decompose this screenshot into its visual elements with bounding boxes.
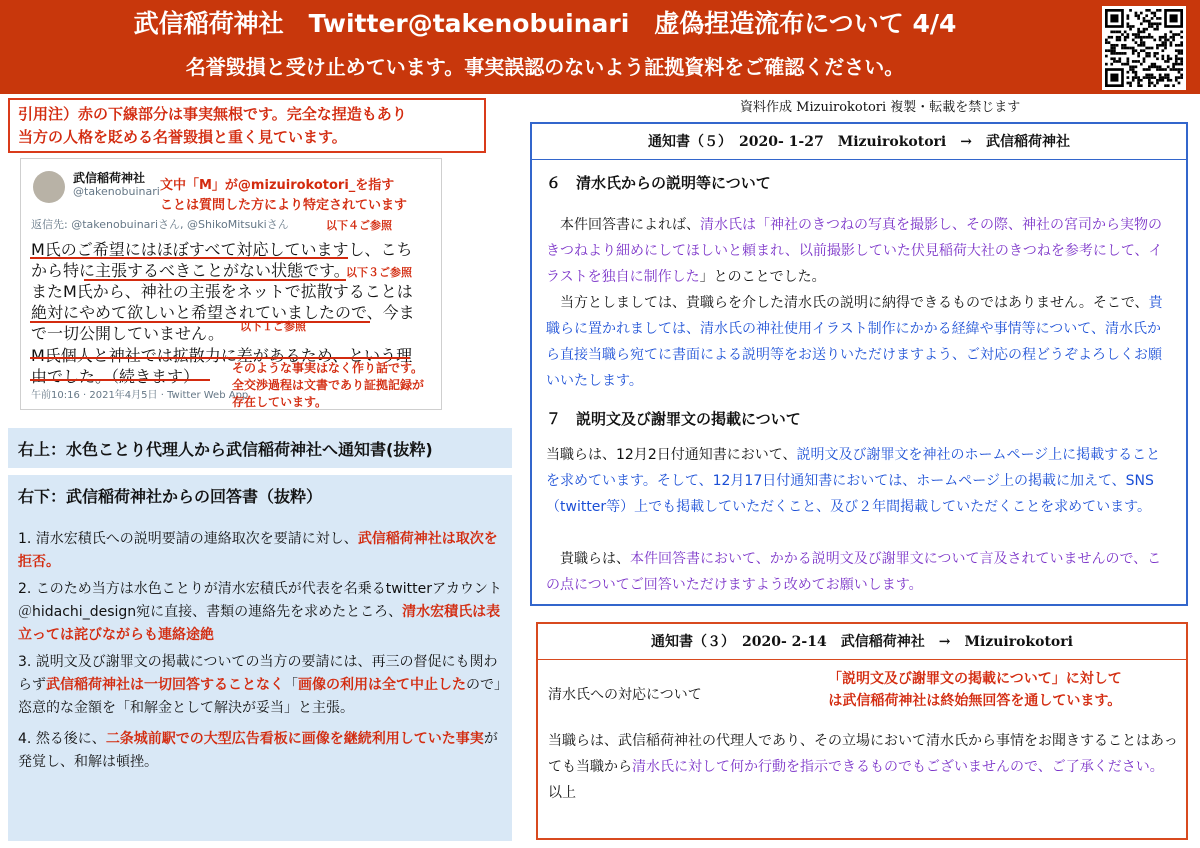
annotation-line: 全交渉過程は文書であり証拠記録が [232, 378, 425, 392]
list-item [18, 528, 502, 574]
text: 以上 [548, 759, 1171, 801]
tweet-line: から特に主張するべきことがない状態です。 [31, 261, 350, 280]
identification-annotation [160, 176, 407, 216]
list-item [18, 728, 502, 774]
tweet-author-handle: @takenobuinari [73, 185, 160, 198]
annotation-line: そのような事実はなく作り話です。 [232, 361, 424, 375]
list-text: が発覚し、和解は頓挫。 [18, 731, 498, 770]
section-7-heading: ７ 説明文及び謝罪文の掲載について [546, 410, 801, 428]
tweet-reply-to: 返信先: @takenobuinariさん, @ShikoMitsukiさん [31, 218, 289, 231]
list-item [18, 578, 502, 647]
notice-5-box [530, 122, 1188, 606]
tweet-timestamp: 午前10:16 · 2021年4月5日 · Twitter Web App [31, 390, 249, 401]
annotation-line: 存在しています。 [232, 395, 328, 409]
list-highlight: 清水宏積氏は表立っては詫びながらも連絡途絶 [18, 604, 501, 643]
text: 本件回答書によれば、 [560, 217, 700, 233]
highlight-text: 説明文及び謝罪文を神社のホームページ上に掲載することを求めています。そして、12月17日付通知書においては、ホームページ上の掲載に加えて、SNS（twitter等）上でも掲載していただくこと、及び２年間掲載していただくことを求めています。 [546, 447, 1161, 515]
tweet-line: 由でした。（続きます） [31, 367, 200, 386]
page-subtitle: 名誉毀損と受け止めています。事実誤認のないよう証拠資料をご確認ください。 [185, 55, 905, 79]
text: 当方としましては、貴職らを介した清水氏の説明に納得できるものではありません。そこで、 [560, 295, 1149, 311]
paragraph [546, 546, 1174, 598]
list-text: 「 [284, 677, 298, 693]
fabrication-annotation [232, 360, 424, 411]
underline-mark [30, 379, 210, 381]
tweet-line: M氏個人と神社では拡散力に差があるため、という理 [31, 346, 413, 365]
tweet-line: で一切公開していません。 [31, 324, 224, 343]
tweet-line: M氏のご希望にはほぼすべて対応していますし、こち [31, 240, 413, 259]
highlight-text: 清水氏に対して何か行動を指示できるものでもございませんので、ご了承ください。 [632, 759, 1157, 775]
text: 当職らは、12月2日付通知書において、 [546, 447, 797, 463]
annotation-line: は武信稲荷神社は終始無回答を通しています。 [828, 693, 1122, 709]
response-summary-title: 右下：武信稲荷神社からの回答書（抜粋） [18, 487, 323, 506]
list-highlight: 武信稲荷神社は取次を拒否。 [18, 531, 498, 570]
notice-5-heading: 通知書（５） 2020- 1-27 Mizuirokotori → 武信稲荷神社 [532, 124, 1186, 160]
tweet-line: 絶対にやめて欲しいと希望されていましたので、今ま [31, 303, 415, 322]
no-response-annotation [828, 668, 1122, 712]
list-number: 3. [18, 654, 32, 670]
text: 」とのことでした。 [699, 269, 826, 285]
annotation-line: 「説明文及び謝罪文の掲載について」に対して [828, 671, 1122, 687]
avatar [33, 171, 65, 203]
ref4-annotation: 以下４ご参照 [326, 219, 392, 232]
tweet-line: またM氏から、神社の主張をネットで拡散することは [31, 282, 413, 301]
notice-3-section: 清水氏への対応について [548, 687, 702, 703]
underline-mark [30, 357, 410, 359]
underline-mark [30, 321, 370, 323]
highlight-text: 貴職らに置かれましては、清水氏の神社使用イラスト制作にかかる経緯や事情等について、清水氏から直接当職ら宛てに書面による説明等をお送りいただけますよう、ご対応の程どうぞよろしくお願いいたします。 [546, 295, 1163, 389]
annotation-line: 文中「M」が@mizuirokotori_を指す [160, 178, 395, 193]
qr-code-icon[interactable] [1102, 6, 1186, 90]
list-text: ので」恣意的な金額を「和解金として解決が妥当」と主張。 [18, 677, 501, 716]
ref3-annotation: 以下３ご参照 [346, 266, 412, 279]
page-title: 武信稲荷神社 Twitter@takenobuinari 虚偽捏造流布について 4/4 [133, 9, 957, 38]
list-number: 2. [18, 581, 32, 597]
list-highlight: 画像の利用は全て中止した [298, 677, 466, 693]
ref1-annotation: 以下１ご参照 [240, 320, 306, 333]
list-text: 然る後に、 [35, 731, 106, 747]
credit-line: 資料作成 Mizuirokotori 複製・転載を禁じます [740, 100, 1021, 115]
citation-note-line-2: 当方の人格を貶める名誉毀損と重く見ています。 [18, 128, 347, 146]
paragraph [546, 290, 1174, 394]
paragraph [546, 442, 1174, 520]
citation-note [8, 98, 486, 153]
text: 当職らは、武信稲荷神社の代理人であり、その立場において清水氏から事情をお聞きすることはあっても当職から [548, 733, 1178, 775]
list-number: 1. [18, 531, 32, 547]
underline-mark [30, 257, 348, 259]
top-right-caption: 右上：水色ことり代理人から武信稲荷神社へ通知書(抜粋) [8, 428, 512, 468]
list-number: 4. [18, 731, 32, 747]
list-highlight: 武信稲荷神社は一切回答することなく [46, 677, 284, 693]
notice-3-box [536, 622, 1188, 840]
list-highlight: 二条城前駅での大型広告看板に画像を継続利用していた事実 [105, 731, 484, 747]
list-text: 説明文及び謝罪文の掲載についての当方の要請には、再三の督促にも関わらず [18, 654, 498, 693]
list-item [18, 651, 502, 720]
underline-mark [84, 279, 346, 281]
paragraph [546, 212, 1174, 290]
list-text: このため当方は水色ことりが清水宏積氏が代表を名乗るtwitterアカウント＠hidachi_design宛に直接、書類の連絡先を求めたところ、 [18, 581, 502, 620]
paragraph [548, 728, 1178, 806]
annotation-line: ことは質問した方により特定されています [160, 198, 408, 213]
tweet-author-name: 武信稲荷神社 [73, 171, 146, 185]
section-6-heading: ６ 清水氏からの説明等について [546, 174, 771, 192]
list-text: 清水宏積氏への説明要請の連絡取次を要請に対し、 [35, 531, 358, 547]
highlight-text: 清水氏は「神社のきつねの写真を撮影し、その際、神社の宮司から実物のきつねより細めにしてほしいと頼まれ、以前撮影していた伏見稲荷大社のきつねを参考にして、イラストを独自に制作した [546, 217, 1163, 285]
highlight-text: 本件回答書において、かかる説明文及び謝罪文について言及されていませんので、この点についてご回答いただけますよう改めてお願いします。 [546, 551, 1162, 593]
text: 貴職らは、 [560, 551, 630, 567]
notice-3-heading: 通知書（３） 2020- 2-14 武信稲荷神社 → Mizuirokotori [538, 624, 1186, 660]
response-summary-box [8, 475, 512, 841]
citation-note-line-1: 引用注）赤の下線部分は事実無根です。完全な捏造もあり [18, 105, 407, 123]
